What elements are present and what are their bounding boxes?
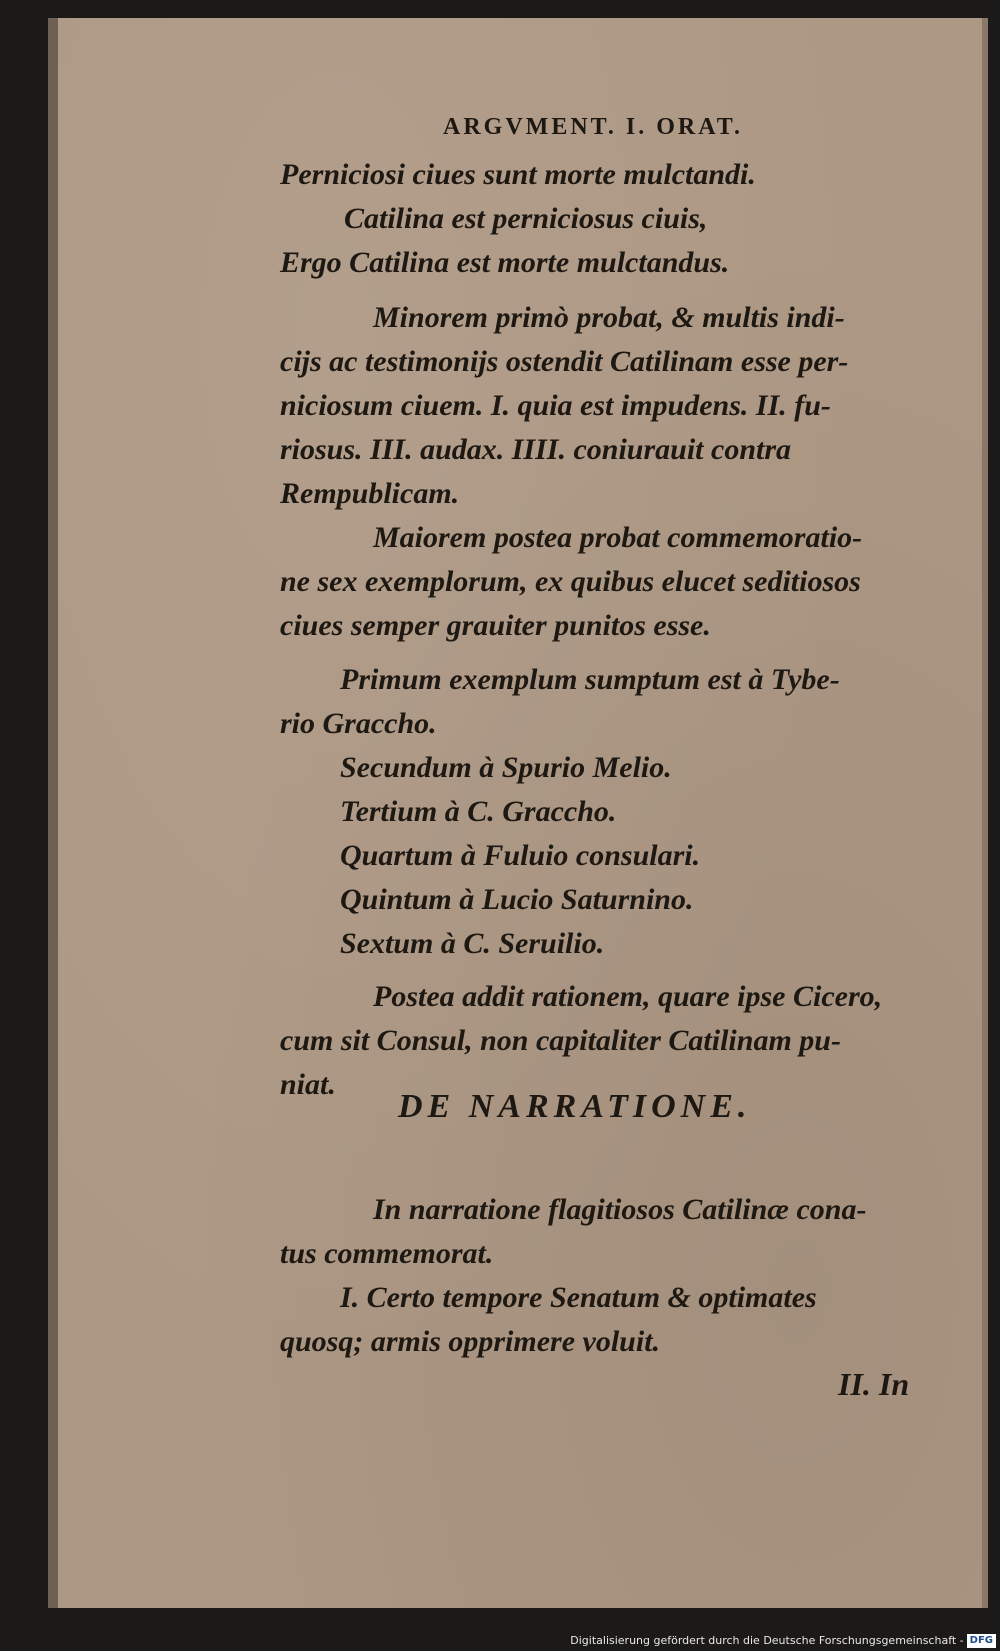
text-line: Maiorem postea probat commemoratio-	[373, 521, 863, 554]
catchword: II. In	[838, 1366, 910, 1402]
text-line: Ergo Catilina est morte mulctandus.	[280, 246, 730, 279]
text-line: niciosum ciuem. I. quia est impudens. II. fu-	[280, 389, 831, 422]
text-line: Quartum à Fuluio consulari.	[340, 839, 701, 872]
text-line: Postea addit rationem, quare ipse Cicero,	[373, 980, 883, 1013]
text-line: niat.	[280, 1068, 336, 1101]
text-line: ciues semper grauiter punitos esse.	[280, 609, 711, 642]
text-line: Sextum à C. Seruilio.	[340, 927, 605, 960]
text-line: Primum exemplum sumptum est à Tybe-	[340, 663, 840, 696]
text-line: cum sit Consul, non capitaliter Catilinam pu-	[280, 1024, 841, 1057]
text-line: Perniciosi ciues sunt morte mulctandi.	[280, 158, 756, 191]
text-line: Catilina est perniciosus ciuis,	[344, 202, 708, 235]
text-line: quosq; armis opprimere voluit.	[280, 1325, 661, 1358]
credit-text: Digitalisierung gefördert durch die Deutsche Forschungsgemeinschaft -	[570, 1634, 964, 1647]
running-header: ARGVMENT. I. ORAT.	[443, 114, 743, 140]
digitization-credit	[570, 1633, 996, 1649]
text-line: cijs ac testimonijs ostendit Catilinam esse per-	[280, 345, 849, 378]
text-line: ne sex exemplorum, ex quibus elucet seditiosos	[280, 565, 861, 598]
text-line: Rempublicam.	[280, 477, 460, 510]
text-line: In narratione flagitiosos Catilinæ cona-	[373, 1193, 867, 1226]
text-line: Quintum à Lucio Saturnino.	[340, 883, 694, 916]
text-line: Minorem primò probat, & multis indi-	[373, 301, 845, 334]
text-line: riosus. III. audax. IIII. coniurauit contra	[280, 433, 792, 466]
book-page	[48, 18, 988, 1608]
text-line: Tertium à C. Graccho.	[340, 795, 617, 828]
text-line: Secundum à Spurio Melio.	[340, 751, 672, 784]
dfg-logo: DFG	[967, 1634, 996, 1648]
text-line: tus commemorat.	[280, 1237, 494, 1270]
section-heading: DE NARRATIONE.	[398, 1088, 752, 1125]
text-line: I. Certo tempore Senatum & optimates	[340, 1281, 817, 1314]
text-line: rio Graccho.	[280, 707, 437, 740]
